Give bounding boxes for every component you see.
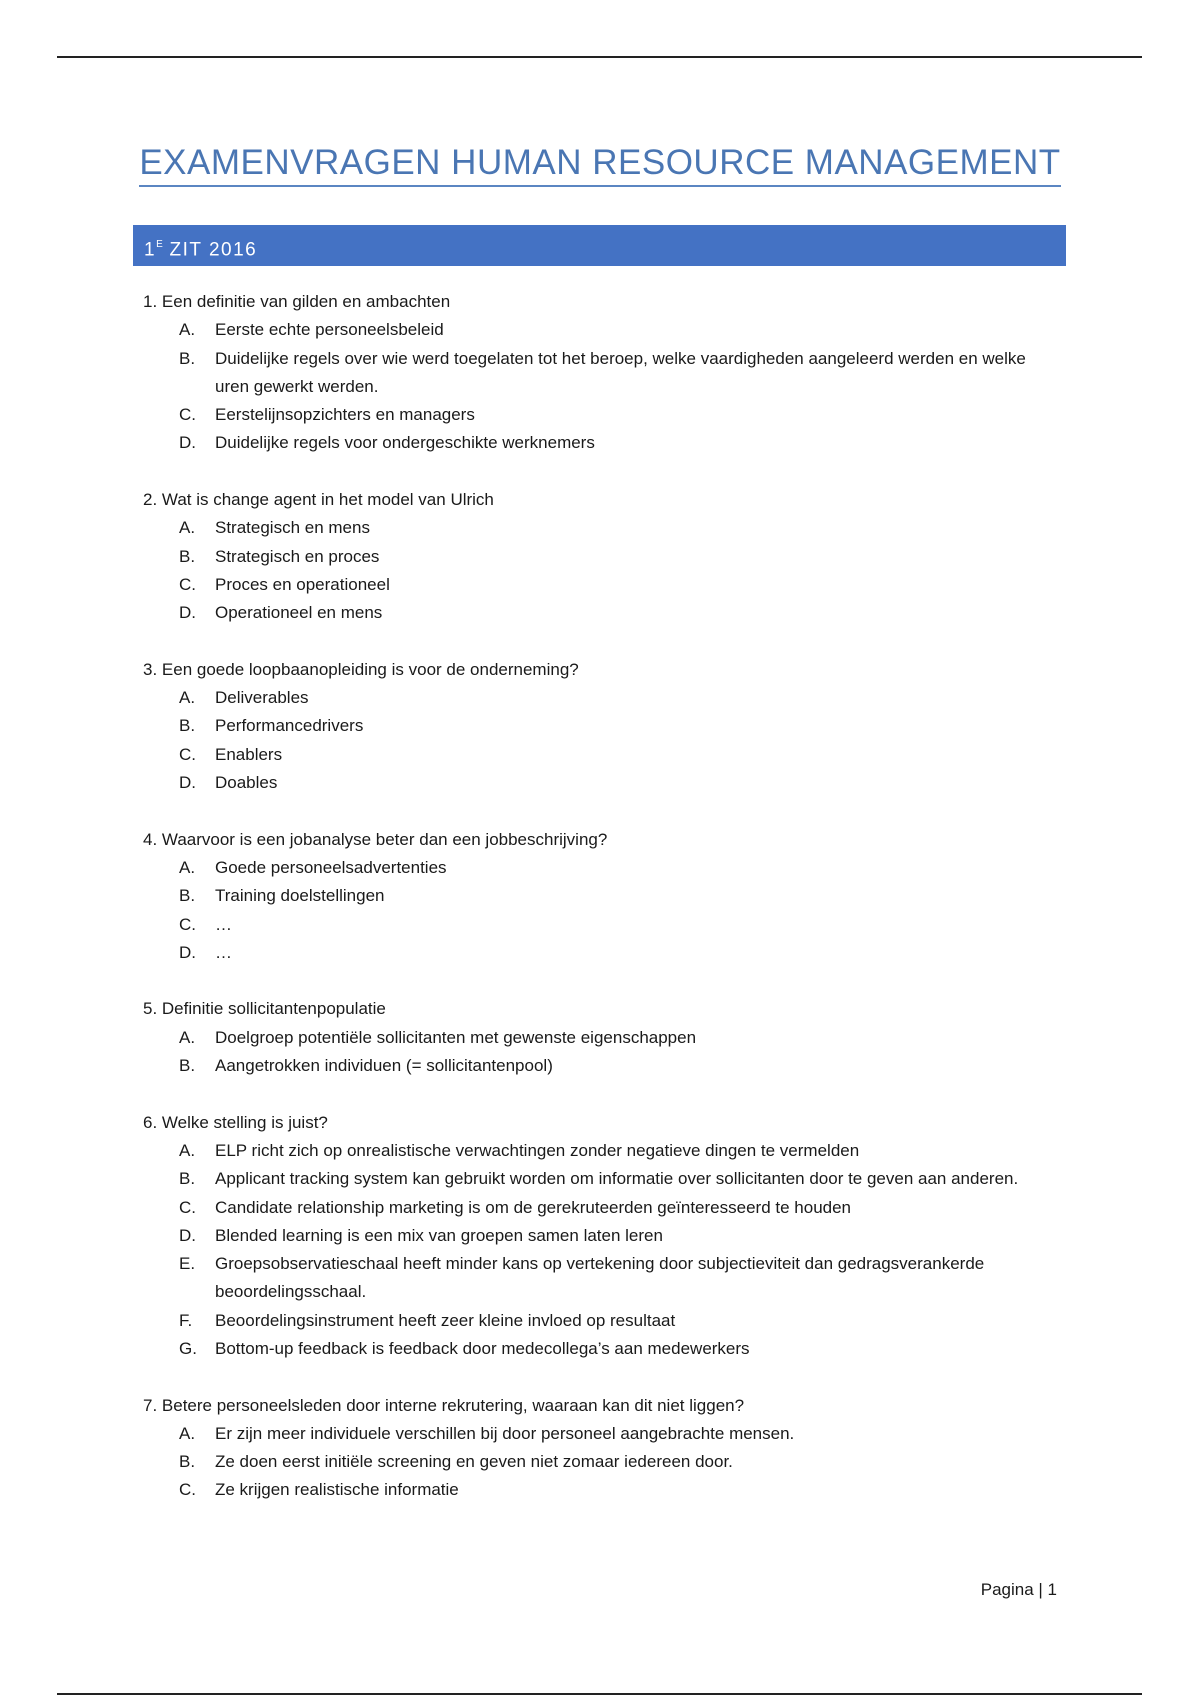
option-text: Beoordelingsinstrument heeft zeer kleine invloed op resultaat xyxy=(215,1310,676,1330)
option-text: Doelgroep potentiële sollicitanten met gewenste eigenschappen xyxy=(215,1027,697,1047)
option-text: Candidate relationship marketing is om de gerekruteerden geïnteresseerd te houden xyxy=(215,1197,852,1217)
answer-option xyxy=(143,939,1063,967)
option-text: Eerstelijnsopzichters en managers xyxy=(215,405,475,425)
answer-option xyxy=(143,1137,1063,1165)
answer-option xyxy=(143,1250,1063,1307)
answer-option xyxy=(143,1476,1063,1504)
option-letter: D. xyxy=(179,603,196,623)
option-text: Goede personeelsadvertenties xyxy=(215,857,447,877)
option-letter: D. xyxy=(179,1225,196,1245)
option-text: … xyxy=(215,942,232,962)
answer-option xyxy=(143,543,1063,571)
option-text: Training doelstellingen xyxy=(215,886,385,906)
option-text: Eerste echte personeelsbeleid xyxy=(215,320,444,340)
answer-option xyxy=(143,769,1063,797)
option-text: … xyxy=(215,914,232,934)
answer-option xyxy=(143,1448,1063,1476)
answer-option xyxy=(143,571,1063,599)
option-text: Proces en operationeel xyxy=(215,574,390,594)
question-block xyxy=(143,1392,1063,1505)
option-letter: B. xyxy=(179,348,196,368)
question-text: 5. Definitie sollicitantenpopulatie xyxy=(143,999,386,1019)
question-text: 4. Waarvoor is een jobanalyse beter dan een jobbeschrijving? xyxy=(143,829,608,849)
answer-option xyxy=(143,854,1063,882)
section-banner xyxy=(133,225,1066,266)
option-text: ELP richt zich op onrealistische verwachtingen zonder negatieve dingen te vermelden xyxy=(215,1140,860,1160)
option-letter: D. xyxy=(179,433,196,453)
option-text: Aangetrokken individuen (= sollicitantenpool) xyxy=(215,1056,553,1076)
option-text: Strategisch en proces xyxy=(215,546,380,566)
answer-option xyxy=(143,599,1063,627)
answer-option xyxy=(143,1024,1063,1052)
option-letter: A. xyxy=(179,1027,196,1047)
question-text: 6. Welke stelling is juist? xyxy=(143,1112,328,1132)
option-text: Enablers xyxy=(215,744,283,764)
answer-option xyxy=(143,882,1063,910)
option-text: Applicant tracking system kan gebruikt worden om informatie over sollicitanten door te geven aan anderen. xyxy=(215,1169,1019,1189)
question-block xyxy=(143,826,1063,967)
answer-option xyxy=(143,345,1063,402)
option-letter: A. xyxy=(179,688,196,708)
question-block xyxy=(143,486,1063,627)
option-text: Duidelijke regels voor ondergeschikte werknemers xyxy=(215,433,595,453)
section-number: 1 xyxy=(144,239,157,261)
option-text: Groepsobservatieschaal heeft minder kans op vertekening door subjectieviteit dan gedragsverankerde beoordelingsschaal. xyxy=(215,1254,985,1302)
question-text: 2. Wat is change agent in het model van Ulrich xyxy=(143,490,494,510)
option-letter: G. xyxy=(179,1338,197,1358)
question-block xyxy=(143,995,1063,1080)
footer-rule xyxy=(57,1693,1142,1695)
question-text: 1. Een definitie van gilden en ambachten xyxy=(143,292,451,311)
question-text: 7. Betere personeelsleden door interne rekrutering, waaraan kan dit niet liggen? xyxy=(143,1395,745,1415)
option-letter: F. xyxy=(179,1310,193,1330)
option-text: Er zijn meer individuele verschillen bij door personeel aangebrachte mensen. xyxy=(215,1423,795,1443)
option-text: Bottom-up feedback is feedback door medecollega’s aan medewerkers xyxy=(215,1338,750,1358)
option-letter: C. xyxy=(179,574,196,594)
option-text: Ze krijgen realistische informatie xyxy=(215,1480,459,1500)
option-text: Blended learning is een mix van groepen samen laten leren xyxy=(215,1225,663,1245)
question-list xyxy=(143,288,1063,1533)
option-letter: C. xyxy=(179,914,196,934)
option-letter: B. xyxy=(179,886,196,906)
answer-option xyxy=(143,514,1063,542)
option-letter: C. xyxy=(179,1197,196,1217)
question-block xyxy=(143,656,1063,797)
header-rule xyxy=(57,56,1142,58)
answer-option xyxy=(143,1194,1063,1222)
section-superscript: E xyxy=(156,239,163,250)
answer-option xyxy=(143,1420,1063,1448)
document-title: EXAMENVRAGEN HUMAN RESOURCE MANAGEMENT xyxy=(60,145,1140,180)
section-title: ZIT 2016 xyxy=(169,239,258,261)
answer-option xyxy=(143,1335,1063,1363)
option-letter: A. xyxy=(179,857,196,877)
option-text: Strategisch en mens xyxy=(215,518,370,538)
answer-option xyxy=(143,684,1063,712)
option-letter: B. xyxy=(179,546,196,566)
option-text: Operationeel en mens xyxy=(215,603,383,623)
option-text: Ze doen eerst initiële screening en geven niet zomaar iedereen door. xyxy=(215,1452,733,1472)
option-letter: C. xyxy=(179,744,196,764)
question-block xyxy=(143,1109,1063,1364)
option-letter: B. xyxy=(179,716,196,736)
option-text: Deliverables xyxy=(215,688,309,708)
page-number: Pagina | 1 xyxy=(980,1580,1057,1599)
option-text: Duidelijke regels over wie werd toegelaten tot het beroep, welke vaardigheden aangeleerd werden en welke uren gewerkt werden. xyxy=(215,348,1026,396)
answer-option xyxy=(143,741,1063,769)
question-text: 3. Een goede loopbaanopleiding is voor de onderneming? xyxy=(143,659,579,679)
answer-option xyxy=(143,429,1063,457)
option-letter: C. xyxy=(179,1480,196,1500)
option-letter: A. xyxy=(179,320,196,340)
option-text: Performancedrivers xyxy=(215,716,364,736)
answer-option xyxy=(143,712,1063,740)
option-letter: B. xyxy=(179,1056,196,1076)
answer-option xyxy=(143,911,1063,939)
option-letter: E. xyxy=(179,1254,196,1274)
answer-option xyxy=(143,1222,1063,1250)
option-letter: B. xyxy=(179,1452,196,1472)
answer-option xyxy=(143,401,1063,429)
option-letter: A. xyxy=(179,518,196,538)
option-letter: A. xyxy=(179,1423,196,1443)
answer-option xyxy=(143,1052,1063,1080)
question-block xyxy=(143,288,1063,458)
option-letter: D. xyxy=(179,942,196,962)
answer-option xyxy=(143,316,1063,344)
option-letter: B. xyxy=(179,1169,196,1189)
answer-option xyxy=(143,1307,1063,1335)
option-letter: C. xyxy=(179,405,196,425)
option-letter: D. xyxy=(179,773,196,793)
answer-option xyxy=(143,1165,1063,1193)
option-text: Doables xyxy=(215,773,278,793)
option-letter: A. xyxy=(179,1140,196,1160)
